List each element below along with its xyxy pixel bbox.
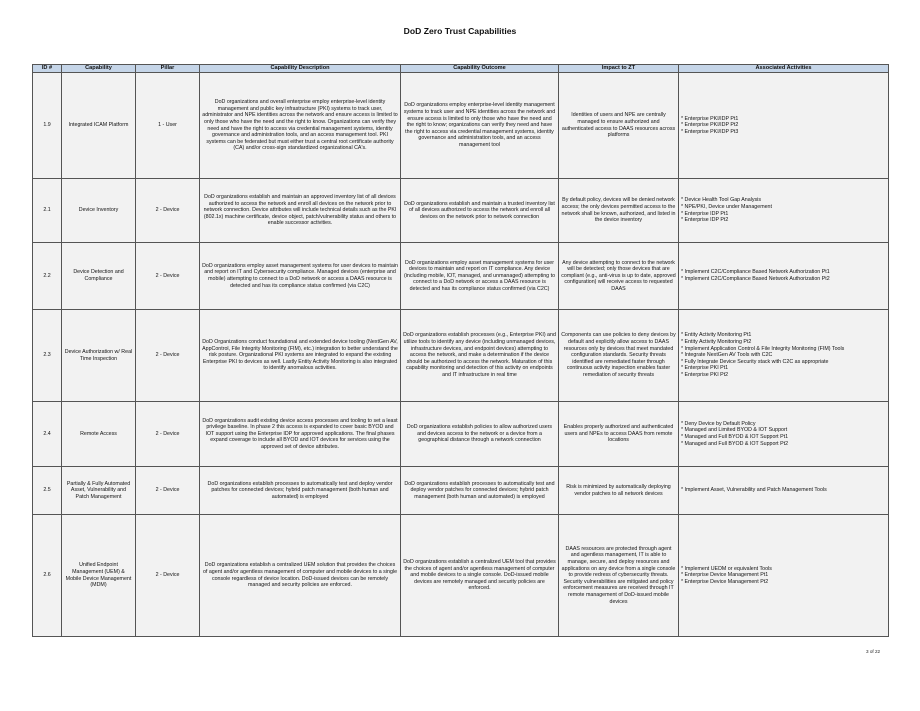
activity-item: * Enterprise Device Management Pt1: [681, 572, 769, 579]
column-header-pillar: Pillar: [136, 65, 200, 73]
activity-item: * Enterprise IDP Pt2: [681, 217, 729, 224]
impact-cell: By default policy, devices will be denied network access; the only devices permitted access to the network shall be known, authorized, and listed in the device inventory: [559, 179, 679, 243]
impact-cell: Risk is minimized by automatically deploying vendor patches to all network devices: [559, 467, 679, 515]
activity-item: * Implement C2C/Compliance Based Network Authorization Pt2: [681, 276, 830, 282]
page-title: DoD Zero Trust Capabilities: [403, 26, 517, 36]
activity-item: * Enterprise PKI Pt1: [681, 365, 729, 372]
capability-cell: Integrated ICAM Platform: [62, 73, 136, 179]
table-row: [33, 515, 889, 637]
activity-item: * Enterprise PKI/IDP Pt3: [681, 128, 739, 135]
outcome-cell: DoD organizations establish policies to allow authorized users and devices access to the network or a device from a geographical distance through a network connection: [401, 402, 559, 467]
capability-cell: Remote Access: [62, 402, 136, 467]
pillar-cell: 2 - Device: [136, 402, 200, 467]
activity-item: * Enterprise PKI/IDP Pt1: [681, 115, 739, 122]
activities-cell: [679, 467, 889, 515]
id-cell: 2.4: [33, 402, 62, 467]
id-cell: 2.1: [33, 179, 62, 243]
activity-item: * Implement Application Control & File Integrity Monitoring (FIM) Tools: [681, 345, 845, 352]
activity-item: * Entity Activity Monitoring Pt2: [681, 339, 752, 346]
activities-cell: [679, 402, 889, 467]
pillar-cell: 2 - Device: [136, 310, 200, 402]
activity-item: * Implement C2C/Compliance Based Network Authorization Pt1: [681, 269, 830, 276]
activities-cell: [679, 179, 889, 243]
capability-cell: Device Authorization w/ Real Time Inspection: [62, 310, 136, 402]
table-row: [33, 402, 889, 467]
impact-cell: Identities of users and NPE are centrally managed to ensure authorized and authenticated access to DAAS resources across platforms: [559, 73, 679, 179]
outcome-cell: DoD organizations employ enterprise-level identity management systems to track user and NPE identities across the network and ensure access is limited to only those who have the need and the right to know; organizations can verify they need and have the right to access via credential management systems, identity governance and administration tools, and an access management tool: [401, 73, 559, 179]
pillar-cell: 2 - Device: [136, 515, 200, 637]
impact-cell: Enables properly authorized and authenticated users and NPEs to access DAAS from remote locations: [559, 402, 679, 467]
id-cell: 2.3: [33, 310, 62, 402]
activities-cell: [679, 73, 889, 179]
activity-item: * Device Health Tool Gap Analysis: [681, 197, 761, 204]
page-number: 3 of 22: [866, 649, 881, 654]
activity-item: * Enterprise PKI/IDP Pt2: [681, 122, 739, 129]
activity-item: * Enterprise Device Management Pt2: [681, 578, 769, 585]
capability-cell: Device Detection and Compliance: [62, 243, 136, 310]
pillar-cell: 2 - Device: [136, 179, 200, 243]
column-header-id: ID #: [33, 65, 62, 73]
activity-item: * Managed and Full BYOD & IOT Support Pt1: [681, 434, 789, 440]
impact-cell: Any device attempting to connect to the network will be detected; only those devices that are compliant (e.g., anti-virus is up to date, approved configuration) will receive access to requested DAAS: [559, 243, 679, 310]
column-header-description: Capability Description: [200, 65, 401, 73]
outcome-cell: DoD organizations establish a centralized UEM tool that provides the choices of agent and/or agentless management of computer and mobile devices to a single console. DoD-issued mobile devices are remotely managed and security policies are enforced.: [401, 515, 559, 637]
pillar-cell: 2 - Device: [136, 467, 200, 515]
outcome-cell: DoD organizations establish and maintain a trusted inventory list of all devices authorized to access the network and enroll all devices on the network prior to network connection: [401, 179, 559, 243]
activity-item: * Managed and Full BYOD & IOT Support Pt2: [681, 440, 789, 447]
id-cell: 1.9: [33, 73, 62, 179]
impact-cell: Components can use policies to deny devices by default and explicitly allow access to DAAS resources only by devices that meet mandated configuration standards. Security threats identified are remediated faster through continuous activity inspection enables faster remediation of security threats: [559, 310, 679, 402]
outcome-cell: DoD organizations establish processes (e.g., Enterprise PKI) and utilize tools to identify any device (including unmanaged devices, infrastructure devices, and endpoint devices) attempting to access the network, and make a determination if the device should be authorized to access the network. Maturation of this capability monitoring and detection of this activity on endpoints and IT infrastructure in real time: [401, 310, 559, 402]
outcome-cell: DoD organizations establish processes to automatically test and deploy vendor patches for connected devices; hybrid patch management (both human and automated) is employed: [401, 467, 559, 515]
pillar-cell: 2 - Device: [136, 243, 200, 310]
activity-item: * Entity Activity Monitoring Pt1: [681, 332, 752, 339]
id-cell: 2.6: [33, 515, 62, 637]
pillar-cell: 1 - User: [136, 73, 200, 179]
activity-item: * Implement Asset, Vulnerability and Patch Management Tools: [681, 487, 827, 494]
capability-cell: Partially & Fully Automated Asset, Vulnerability and Patch Management: [62, 467, 136, 515]
description-cell: DoD Organizations conduct foundational and extended device tooling (NextGen AV, AppControl, File Integrity Monitoring (FIM), etc.) integration to better understand the risk posture. Organizational PKI systems are integrated to expand the existing Enterprise PKI to devices as well. Lastly Entity Activity Monitoring is also integrated to identify anomalous activities.: [200, 310, 401, 402]
capability-cell: Device Inventory: [62, 179, 136, 243]
capabilities-table: [32, 64, 889, 637]
activity-item: * Implement UEDM or equivalent Tools: [681, 565, 772, 572]
description-cell: DoD organizations establish a centralized UEM solution that provides the choices of agent and/or agentless management of computer and mobile devices to a single console regardless of device location. DoD-issued devices can be remotely managed and security policies are enforced.: [200, 515, 401, 637]
id-cell: 2.2: [33, 243, 62, 310]
column-header-activities: Associated Activities: [679, 65, 889, 73]
activities-cell: [679, 243, 889, 310]
column-header-outcome: Capability Outcome: [401, 65, 559, 73]
activity-item: * Enterprise IDP Pt1: [681, 210, 729, 217]
description-cell: DoD organizations and overall enterprise employ enterprise-level identity management and public key infrastructure (PKI) systems to track user, administrator and NPE identities across the network and ensure access is limited to only those who have the need and the right to know. Organizations can verify they need and have the right to access via credential management systems, identity governance and administration tools, and an access management tool. PKI systems can be federated but must either trust a central root certificate authority (CA) and/or cross-sign standardized organizational CA's.: [200, 73, 401, 179]
capability-cell: Unified Endpoint Management (UEM) & Mobile Device Management (MDM): [62, 515, 136, 637]
activity-item: * Fully Integrate Device Security stack with C2C as appropriate: [681, 358, 829, 365]
column-header-impact: Impact to ZT: [559, 65, 679, 73]
activity-item: * Enterprise PKI Pt2: [681, 371, 729, 378]
table-row: [33, 73, 889, 179]
table-row: [33, 179, 889, 243]
activity-item: * Managed and Limited BYOD & IOT Support: [681, 427, 788, 434]
description-cell: DoD organizations establish processes to automatically test and deploy vendor patches for connected devices; hybrid patch management (both human and automated) is employed: [200, 467, 401, 515]
id-cell: 2.5: [33, 467, 62, 515]
activity-item: * NPE/PKI, Device under Management: [681, 203, 772, 210]
outcome-cell: DoD organizations employ asset management systems for user devices to maintain and report on IT compliance. Any device (including mobile, IOT, managed, and unmanaged) attempting to connect to a DoD network or access a DAAS resource is detected and has its compliance status confirmed (via C2C): [401, 243, 559, 310]
activities-cell: [679, 515, 889, 637]
activity-item: * Deny Device by Default Policy: [681, 420, 756, 427]
activity-item: * Integrate NextGen AV Tools with C2C: [681, 352, 773, 359]
description-cell: DoD organizations employ asset management systems for user devices to maintain and report on IT and Cybersecurity compliance. Managed devices (enterprise and mobile) attempting to connect to a DoD network or access a DAAS resource is detected and has its compliance status confirmed (via C2C): [200, 243, 401, 310]
table-row: [33, 243, 889, 310]
impact-cell: DAAS resources are protected through agent and agentless management, IT is able to manage, secure, and deploy resources and applications on any device from a single console to provide redress of cybersecurity threats. Security vulnerabilities are mitigated and policy enforcement measures are received through IT remote management of DoD-issued mobile devices: [559, 515, 679, 637]
column-header-capability: Capability: [62, 65, 136, 73]
table-row: [33, 467, 889, 515]
description-cell: DoD organizations establish and maintain an approved inventory list of all devices authorized to access the network and enroll all devices on the network prior to network connection. Device attributes will include technical details such as the PKI (802.1x) machine certificate, device object, patch/vulnerability status and others to enable successor activities.: [200, 179, 401, 243]
activities-cell: [679, 310, 889, 402]
description-cell: DoD organizations audit existing device access processes and tooling to set a least privilege baseline. In phase 2 this access is expanded to cover basic BYOD and IOT support using the Enterprise IDP for approved applications. The final phases expand coverage to include all BYOD and IOT devices for services using the approved set of device attributes.: [200, 402, 401, 467]
table-row: [33, 310, 889, 402]
table-header-row: [33, 65, 889, 73]
